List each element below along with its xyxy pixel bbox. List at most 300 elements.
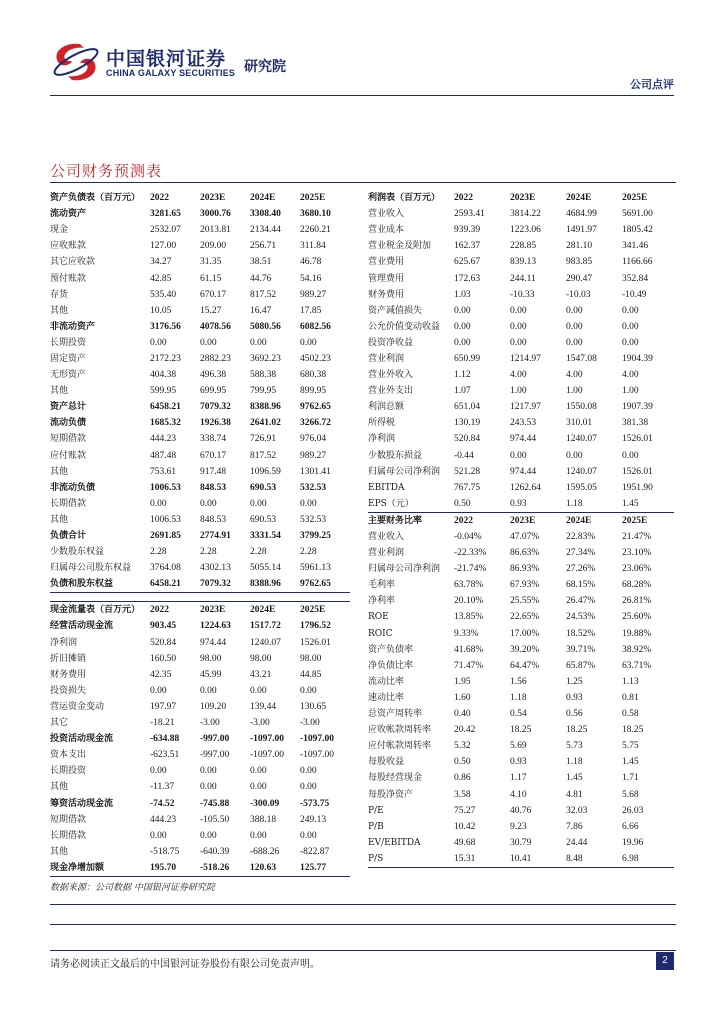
cell-value: 625.67	[454, 257, 481, 268]
cell-value: 2023E	[510, 193, 536, 204]
table-row	[50, 464, 350, 480]
cell-value: 3308.40	[250, 209, 281, 220]
cell-value: 1526.01	[622, 466, 653, 477]
row-label: 总资产周转率	[368, 709, 423, 720]
cell-value: 3692.23	[250, 353, 281, 364]
cell-value: 7079.32	[200, 576, 250, 593]
table-row	[50, 747, 350, 763]
table-row	[368, 626, 674, 642]
cell-value: 0.00	[622, 450, 639, 461]
table-header-row	[50, 602, 350, 619]
cell-value: 1.45	[622, 496, 674, 513]
row-label: 流动比率	[368, 676, 405, 687]
cell-value: 17.85	[300, 305, 322, 316]
cell-value: 61.15	[200, 273, 222, 284]
cell-value: 25.60%	[622, 612, 652, 623]
cell-value: 341.46	[622, 241, 649, 252]
cell-value: 162.37	[454, 241, 481, 252]
cell-value: 0.93	[566, 692, 583, 703]
cell-value: 1796.52	[300, 621, 331, 632]
cell-value: 1224.63	[200, 621, 231, 632]
cell-value: 10.42	[454, 821, 476, 832]
cell-value: 10.05	[150, 305, 172, 316]
table-row	[50, 779, 350, 795]
cell-value: 2641.02	[250, 418, 281, 429]
row-label: 应付帐款周转率	[368, 741, 432, 752]
table-row	[368, 609, 674, 625]
cell-value: 0.50	[454, 757, 471, 768]
cell-value: 651.04	[454, 402, 481, 413]
cell-value: 64.47%	[510, 660, 540, 671]
table-row	[368, 367, 674, 383]
table-row	[368, 287, 674, 303]
cell-value: -3.00	[250, 718, 270, 729]
cell-value: 0.00	[300, 766, 317, 777]
row-label: 其它应收款	[50, 257, 96, 268]
cell-value: 22.65%	[510, 612, 540, 623]
table-row	[50, 683, 350, 699]
cell-value: 0.54	[510, 709, 527, 720]
cell-value: 3266.72	[300, 418, 331, 429]
cell-value: 30.79	[510, 837, 532, 848]
cell-value: 98.00	[250, 653, 272, 664]
table-row	[368, 383, 674, 399]
cell-value: 18.25	[622, 725, 644, 736]
row-label: 其他	[50, 305, 69, 316]
table-row	[50, 270, 350, 286]
brand-name-cn: 中国银河证券	[106, 48, 227, 70]
cell-value: 1.13	[622, 676, 639, 687]
cell-value: 680.38	[300, 370, 327, 381]
cell-value: 338.74	[200, 434, 227, 445]
table-row	[368, 577, 674, 593]
row-label: 利润表（百万元）	[368, 193, 441, 204]
source-note: 数据来源：公司数据 中国银河证券研究院	[50, 883, 215, 893]
row-label: EV/EBITDA	[368, 837, 421, 848]
cell-value: 388.18	[250, 814, 277, 825]
cell-value: 1.45	[622, 757, 639, 768]
row-label: P/E	[368, 805, 384, 816]
cell-value: -997.00	[200, 734, 230, 745]
cell-value: 0.00	[300, 337, 317, 348]
row-label: 存货	[50, 289, 69, 300]
cell-value: 3814.22	[510, 209, 541, 220]
cell-value: 24.53%	[566, 612, 596, 623]
cell-value: 39.20%	[510, 644, 540, 655]
cell-value: 311.84	[300, 241, 326, 252]
cell-value: -1097.00	[300, 734, 335, 745]
cell-value: 3799.25	[300, 531, 331, 542]
row-label: 少数股东权益	[50, 547, 105, 558]
cell-value: -997.00	[200, 750, 230, 761]
row-label: 营业成本	[368, 225, 405, 236]
cell-value: 249.13	[300, 814, 327, 825]
table-row	[368, 270, 674, 286]
cell-value: 2.28	[150, 547, 167, 558]
table-row	[368, 658, 674, 674]
cell-value: 1006.53	[150, 514, 181, 525]
row-label: 负债和股东权益	[50, 576, 150, 593]
page-number: 2	[656, 952, 674, 970]
cell-value: 9.23	[510, 821, 527, 832]
table-header-row	[368, 190, 674, 206]
cell-value: 1685.32	[150, 418, 181, 429]
cell-value: -105.50	[200, 814, 230, 825]
footer-divider	[50, 950, 676, 951]
cell-value: 2025E	[300, 602, 350, 619]
row-label: 营业收入	[368, 532, 405, 543]
cell-value: 1926.38	[200, 418, 231, 429]
table-row	[50, 496, 350, 512]
row-label: 现金	[50, 225, 69, 236]
cell-value: 1.07	[454, 386, 471, 397]
cell-value: 109.20	[200, 701, 227, 712]
cell-value: 34.27	[150, 257, 172, 268]
cell-value: 0.00	[300, 498, 317, 509]
cell-value: 5055.14	[250, 563, 281, 574]
row-label: EBITDA	[368, 482, 405, 493]
cell-value: 0.00	[150, 498, 167, 509]
cell-value: 1904.39	[622, 353, 653, 364]
brand-subtitle: 研究院	[244, 59, 286, 75]
cell-value: 5.73	[566, 741, 583, 752]
row-label: 所得税	[368, 418, 396, 429]
cell-value: 1.56	[510, 676, 527, 687]
cell-value: 5080.56	[250, 321, 281, 332]
row-label: 净利率	[368, 596, 396, 607]
cell-value: 4078.56	[200, 321, 231, 332]
row-label: 净负债比率	[368, 660, 414, 671]
cell-value: 2260.21	[300, 225, 331, 236]
right-financial-table	[368, 190, 674, 868]
row-label: 折旧摊销	[50, 653, 87, 664]
cell-value: 4.00	[622, 370, 639, 381]
row-label: 归属母公司股东权益	[50, 563, 132, 574]
cell-value: -1097.00	[300, 750, 335, 761]
cell-value: 0.00	[250, 782, 267, 793]
cell-value: 195.70	[150, 860, 200, 877]
cell-value: 20.42	[454, 725, 476, 736]
cell-value: 2.28	[250, 547, 267, 558]
cell-value: 42.35	[150, 669, 172, 680]
cell-value: 1526.01	[300, 637, 331, 648]
cell-value: 46.78	[300, 257, 322, 268]
cell-value: 228.85	[510, 241, 537, 252]
cell-value: 16.47	[250, 305, 272, 316]
cell-value: 130.19	[454, 418, 481, 429]
row-label: 资产减值损失	[368, 305, 423, 316]
cell-value: 0.00	[566, 305, 583, 316]
cell-value: -573.75	[300, 798, 330, 809]
table-row	[50, 351, 350, 367]
table-row	[50, 319, 350, 335]
cell-value: 310.01	[566, 418, 593, 429]
row-label: P/S	[368, 851, 454, 868]
cell-value: 0.00	[454, 337, 471, 348]
cell-value: 47.07%	[510, 532, 540, 543]
cell-value: 532.53	[300, 482, 327, 493]
cell-value: 19.96	[622, 837, 644, 848]
table-row	[50, 303, 350, 319]
cell-value: 4684.99	[566, 209, 597, 220]
cell-value: 1.00	[566, 386, 583, 397]
cell-value: 670.17	[200, 289, 227, 300]
table-row	[50, 512, 350, 528]
cell-value: 9762.65	[300, 576, 350, 593]
table-row	[368, 464, 674, 480]
row-label: 无形资产	[50, 370, 87, 381]
row-label: 其他	[50, 782, 69, 793]
cell-value: 699.95	[200, 386, 227, 397]
row-label: 应收账款	[50, 241, 87, 252]
cell-value: 18.52%	[566, 628, 596, 639]
cell-value: 0.81	[622, 692, 639, 703]
cell-value: -1097.00	[250, 750, 285, 761]
table-row	[50, 715, 350, 731]
cell-value: 3000.76	[200, 209, 231, 220]
cell-value: 26.81%	[622, 596, 652, 607]
cell-value: 31.35	[200, 257, 222, 268]
cell-value: 0.00	[200, 782, 217, 793]
row-label: 其它	[50, 718, 69, 729]
cell-value: 1.95	[454, 676, 471, 687]
row-label: 现金流量表（百万元）	[50, 602, 150, 619]
cell-value: 4502.23	[300, 353, 331, 364]
row-label: 资产总计	[50, 402, 87, 413]
cell-value: 26.47%	[566, 596, 596, 607]
cell-value: -300.09	[250, 798, 280, 809]
cell-value: -10.49	[622, 289, 647, 300]
cell-value: 983.85	[566, 257, 593, 268]
cell-value: 0.00	[200, 766, 217, 777]
cell-value: 67.93%	[510, 580, 540, 591]
table-row	[368, 642, 674, 658]
row-label: 长期借款	[50, 498, 87, 509]
cell-value: 43.21	[250, 669, 272, 680]
row-label: 流动资产	[50, 209, 87, 220]
table-row	[368, 706, 674, 722]
cell-value: -3.00	[200, 718, 220, 729]
cell-value: 2024E	[250, 602, 300, 619]
cell-value: 2.28	[200, 547, 217, 558]
row-label: 流动负债	[50, 418, 87, 429]
cell-value: 1.17	[510, 773, 527, 784]
row-label: 营业外支出	[368, 386, 414, 397]
cell-value: -822.87	[300, 846, 330, 857]
cell-value: 21.47%	[622, 532, 652, 543]
cell-value: 25.55%	[510, 596, 540, 607]
cell-value: 767.75	[454, 482, 481, 493]
row-label: 负债合计	[50, 531, 87, 542]
table-row	[50, 560, 350, 576]
cell-value: 38.92%	[622, 644, 652, 655]
cell-value: 381.38	[622, 418, 649, 429]
cell-value: 989.27	[300, 450, 327, 461]
cell-value: 848.53	[200, 514, 227, 525]
cell-value: 487.48	[150, 450, 177, 461]
table-row	[368, 238, 674, 254]
table-row	[368, 819, 674, 835]
cell-value: 172.63	[454, 273, 481, 284]
row-label: 营业收入	[368, 209, 405, 220]
table-row	[50, 812, 350, 828]
cell-value: 10.41	[510, 851, 566, 868]
cell-value: 5691.00	[622, 209, 653, 220]
cell-value: 41.68%	[454, 644, 484, 655]
cell-value: 690.53	[250, 514, 277, 525]
cell-value: 2882.23	[200, 353, 231, 364]
cell-value: -1097.00	[250, 734, 285, 745]
cell-value: 0.00	[200, 498, 217, 509]
cell-value: 86.93%	[510, 564, 540, 575]
cell-value: 0.00	[300, 685, 317, 696]
table-row	[368, 722, 674, 738]
cell-value: 23.06%	[622, 564, 652, 575]
cell-value: 2532.07	[150, 225, 181, 236]
cell-value: 521.28	[454, 466, 481, 477]
cell-value: 2024E	[250, 193, 276, 204]
cell-value: 520.84	[454, 434, 481, 445]
table-row	[50, 222, 350, 238]
row-label: 其他	[50, 466, 69, 477]
cell-value: 1240.07	[566, 466, 597, 477]
row-label: 其他	[50, 514, 69, 525]
row-label: 每股经营现金	[368, 773, 423, 784]
table-row	[50, 731, 350, 747]
cell-value: 496.38	[200, 370, 227, 381]
row-label: 短期借款	[50, 434, 87, 445]
row-label: 净利润	[368, 434, 396, 445]
row-label: 现金净增加额	[50, 860, 150, 877]
row-label: P/B	[368, 821, 384, 832]
cell-value: 974.44	[200, 637, 227, 648]
cell-value: 0.00	[566, 450, 583, 461]
cell-value: 2022	[454, 193, 473, 204]
table-row	[50, 367, 350, 383]
cell-value: 8388.96	[250, 402, 281, 413]
cell-value: 40.76	[510, 805, 532, 816]
cell-value: 5.75	[622, 741, 639, 752]
left-financial-table	[50, 190, 350, 877]
table-row	[368, 415, 674, 431]
cell-value: 599.95	[150, 386, 177, 397]
cell-value: 0.00	[566, 321, 583, 332]
table-row	[368, 496, 674, 513]
table-row	[368, 690, 674, 706]
row-label: 归属母公司净利润	[368, 466, 441, 477]
table-row	[50, 415, 350, 431]
cell-value: 0.00	[454, 305, 471, 316]
cell-value: 3764.08	[150, 563, 181, 574]
cell-value: 86.63%	[510, 548, 540, 559]
cell-value: 670.17	[200, 450, 227, 461]
row-label: 其他	[50, 386, 69, 397]
cell-value: 1.12	[454, 370, 471, 381]
row-label: 经营活动现金流	[50, 621, 114, 632]
row-label: 营业利润	[368, 548, 405, 559]
cell-value: 1006.53	[150, 482, 181, 493]
row-label: 每股收益	[368, 757, 405, 768]
cell-value: 27.26%	[566, 564, 596, 575]
cell-value: 0.00	[250, 766, 267, 777]
cell-value: 1240.07	[566, 434, 597, 445]
table-row	[50, 576, 350, 593]
cell-value: 44.76	[250, 273, 272, 284]
title-divider	[50, 182, 676, 183]
cell-value: 1096.59	[250, 466, 281, 477]
cell-value: 17.00%	[510, 628, 540, 639]
cell-value: 15.27	[200, 305, 222, 316]
table-row	[50, 635, 350, 651]
cell-value: 3176.56	[150, 321, 181, 332]
cell-value: 5961.13	[300, 563, 331, 574]
cell-value: 690.53	[250, 482, 277, 493]
table-row	[368, 303, 674, 319]
table-row	[50, 528, 350, 544]
row-label: 少数股东损益	[368, 450, 423, 461]
cell-value: 7.86	[566, 821, 583, 832]
cell-value: 6082.56	[300, 321, 331, 332]
row-label: 财务费用	[368, 289, 405, 300]
table-row	[50, 618, 350, 634]
row-label: 资本支出	[50, 750, 87, 761]
cell-value: 1.71	[622, 773, 639, 784]
cell-value: 1550.08	[566, 402, 597, 413]
cell-value: 9.33%	[454, 628, 479, 639]
cell-value: 127.00	[150, 241, 177, 252]
table-row	[50, 667, 350, 683]
cell-value: 2774.91	[200, 531, 231, 542]
row-label: 预付账款	[50, 273, 87, 284]
cell-value: 1.18	[566, 757, 583, 768]
cell-value: 3281.65	[150, 209, 181, 220]
cell-value: 0.00	[150, 337, 167, 348]
table-row	[50, 287, 350, 303]
table-row	[368, 431, 674, 447]
table-row	[50, 431, 350, 447]
table-row	[50, 651, 350, 667]
row-label: 每股净资产	[368, 789, 414, 800]
cell-value: 209.00	[200, 241, 227, 252]
row-label: 投资净收益	[368, 337, 414, 348]
cell-value: 38.51	[250, 257, 272, 268]
row-label: 投资活动现金流	[50, 734, 114, 745]
cell-value: 6.98	[622, 851, 674, 868]
cell-value: 0.00	[510, 337, 527, 348]
table-row	[50, 844, 350, 860]
cell-value: 2134.44	[250, 225, 281, 236]
brand-name-en: CHINA GALAXY SECURITIES	[106, 68, 236, 78]
table-row	[50, 480, 350, 496]
cell-value: 13.85%	[454, 612, 484, 623]
cell-value: 4302.13	[200, 563, 231, 574]
cell-value: 197.97	[150, 701, 177, 712]
cell-value: -634.88	[150, 734, 180, 745]
cell-value: 0.56	[566, 709, 583, 720]
cell-value: 19.88%	[622, 628, 652, 639]
row-label: 营业外收入	[368, 370, 414, 381]
cell-value: 68.28%	[622, 580, 652, 591]
cell-value: 817.52	[250, 289, 277, 300]
table-row	[368, 851, 674, 868]
cell-value: 1595.05	[566, 482, 597, 493]
table-header-row	[50, 190, 350, 206]
cell-value: 42.85	[150, 273, 172, 284]
cell-value: 8.48	[566, 851, 622, 868]
cell-value: 1.25	[566, 676, 583, 687]
cell-value: -640.39	[200, 846, 230, 857]
cell-value: 4.10	[510, 789, 527, 800]
